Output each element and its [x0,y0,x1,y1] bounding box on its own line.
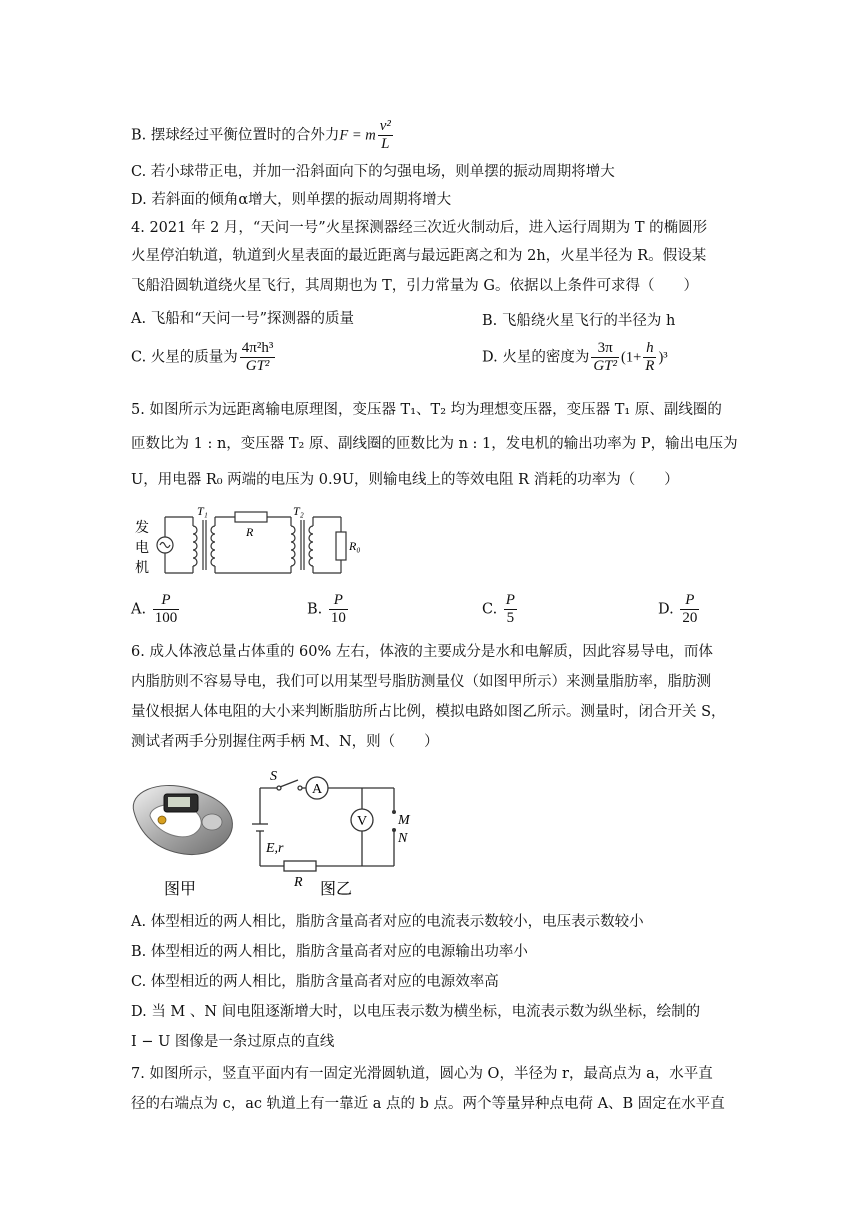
q6-stem-line3: 量仪根据人体电阻的大小来判断脂肪所占比例，模拟电路如图乙所示。测量时，闭合开关 S， [131,704,726,720]
q6-resistor-r [284,861,316,871]
q6-figure-a-caption: 图甲 [164,879,197,898]
q6-n-label: N [398,831,408,846]
q5-option-c-denominator: 5 [506,610,515,626]
q3-option-d: D. 若斜面的倾角α增大，则单摆的振动周期将增大 [131,192,452,208]
q4-option-d-paren-close: )³ [658,349,668,366]
q5-option-c-numerator: P [505,592,515,608]
q6-option-c: C. 体型相近的两人相比，脂肪含量高者对应的电源效率高 [131,974,499,990]
q6-voltmeter-label: V [357,814,368,829]
q4-option-c-denominator: GT² [245,358,270,374]
q3-option-b-fraction [378,118,393,153]
q5-r-label: R [246,525,254,539]
q6-ammeter-label: A [312,782,323,797]
q6-m-label: M [398,813,410,828]
q6-r-label: R [294,875,303,890]
q7-stem-line2: 径的右端点为 c，ac 轨道上有一靠近 a 点的 b 点。两个等量异种点电荷 A、B 固定在水平直 [131,1096,725,1112]
q4-option-d [482,340,668,375]
fat-meter-device-picture [133,785,232,854]
q3-option-b-numerator: v² [379,118,391,134]
q5-option-d [658,592,701,627]
q6-stem-line1: 6. 成人体液总量占体重的 60% 左右，体液的主要成分是水和电解质，因此容易导电，而体 [131,644,713,660]
q3-option-b [131,118,731,153]
q5-stem-line2: 匝数比为 1 : n，变压器 T₂ 原、副线圈的匝数比为 n : 1，发电机的输出功率为 P，输出电压为 [131,436,738,452]
q6-terminal-m-icon [392,810,396,814]
q5-generator-label-1: 发 [135,520,149,536]
q6-stem-line2: 内脂肪则不容易导电，我们可以用某型号脂肪测量仪（如图甲所示）来测量脂肪率，脂肪测 [131,674,711,690]
q5-option-d-numerator: P [680,592,699,610]
q5-stem-line3: U，用电器 R₀ 两端的电压为 0.9U，则输电线上的等效电阻 R 消耗的功率为（ ） [131,472,679,488]
q4-stem-line2: 火星停泊轨道，轨道到火星表面的最近距离与最远距离之和为 2h，火星半径为 R。假设某 [131,248,707,264]
q5-stem-line1: 5. 如图所示为远距离输电原理图，变压器 T₁、T₂ 均为理想变压器，变压器 T₁ 原、副线圈的 [131,402,722,418]
q4-option-c-numerator: 4π²h³ [241,340,274,356]
q5-generator-label-3: 机 [135,560,149,576]
q4-option-d-denominator: GT² [593,358,617,374]
q5-r0-label: R₀ [349,539,361,553]
q5-t1-label: T₁ [197,504,208,518]
q6-option-b: B. 体型相近的两人相比，脂肪含量高者对应的电源输出功率小 [131,944,528,960]
q6-circuit [252,777,394,871]
q6-switch-label: S [270,769,277,784]
q6-figure-b-caption: 图乙 [320,879,353,898]
q3-option-b-text: B. 摆球经过平衡位置时的合外力 [131,127,340,144]
q5-option-b-numerator: P [329,592,348,610]
q3-option-b-denominator: L [381,136,390,152]
q4-option-d-fraction [591,340,619,375]
q4-option-c-fraction [240,340,276,375]
q5-option-b-denominator: 10 [330,610,346,626]
q6-option-d-line1: D. 当 M 、N 间电阻逐渐增大时，以电压表示数为横坐标，电流表示数为纵坐标，绘制的 [131,1004,701,1020]
q4-option-b: B. 飞船绕火星飞行的半径为 h [482,313,676,329]
q5-option-a-denominator: 100 [154,610,178,626]
q5-t2-label: T₂ [293,504,304,518]
q6-terminal-n-icon [392,828,396,832]
q5-option-c [482,592,519,627]
q4-option-d-inner-denominator: R [645,358,655,374]
q6-emf-label: E,r [266,841,284,856]
q6-stem-line4: 测试者两手分别握住两手柄 M、N，则（ ） [131,734,439,750]
q5-option-c-fraction [504,592,517,627]
q5-option-d-fraction [680,592,699,627]
q5-resistor-r [235,512,267,522]
q4-option-d-text: D. 火星的密度为 [482,349,590,366]
q5-option-a [131,592,181,627]
q6-option-d-line2: I − U 图像是一条过原点的直线 [131,1034,335,1050]
q4-option-d-inner-numerator: h [643,340,656,358]
q4-stem-line3: 飞船沿圆轨道绕火星飞行，其周期也为 T，引力常量为 G。依据以上条件可求得（ ） [131,278,698,294]
q5-option-d-denominator: 20 [682,610,698,626]
q5-option-c-letter: C. [482,601,498,618]
q4-stem-line1: 4. 2021 年 2 月，“天问一号”火星探测器经三次近火制动后，进入运行周期为 T 的椭圆形 [131,220,708,236]
q6-option-a: A. 体型相近的两人相比，脂肪含量高者对应的电流表示数较小，电压表示数较小 [131,914,644,930]
q5-option-b-letter: B. [307,601,323,618]
q5-option-b-fraction [329,592,348,627]
q5-transmission-diagram [131,502,371,582]
q3-option-c: C. 若小球带正电，并加一沿斜面向下的匀强电场，则单摆的振动周期将增大 [131,164,615,180]
q4-option-a: A. 飞船和“天问一号”探测器的质量 [131,311,355,327]
q4-option-d-inner-fraction [643,340,656,375]
q7-stem-line1: 7. 如图所示，竖直平面内有一固定光滑圆轨道，圆心为 O，半径为 r，最高点为 a，水平直 [131,1066,713,1082]
q5-option-a-letter: A. [131,601,147,618]
q5-option-a-numerator: P [153,592,180,610]
q5-generator-label-2: 电 [135,540,149,556]
q5-option-b [307,592,350,627]
q5-option-d-letter: D. [658,601,674,618]
q4-option-d-numerator: 3π [591,340,619,358]
q4-option-d-paren-open: (1+ [621,349,642,366]
q6-figures [128,762,428,902]
q4-option-c [131,340,277,375]
q5-option-a-fraction [153,592,180,627]
q3-option-b-formula: F = m [339,127,376,144]
q4-option-c-text: C. 火星的质量为 [131,349,238,366]
q5-resistor-r0 [336,532,346,560]
